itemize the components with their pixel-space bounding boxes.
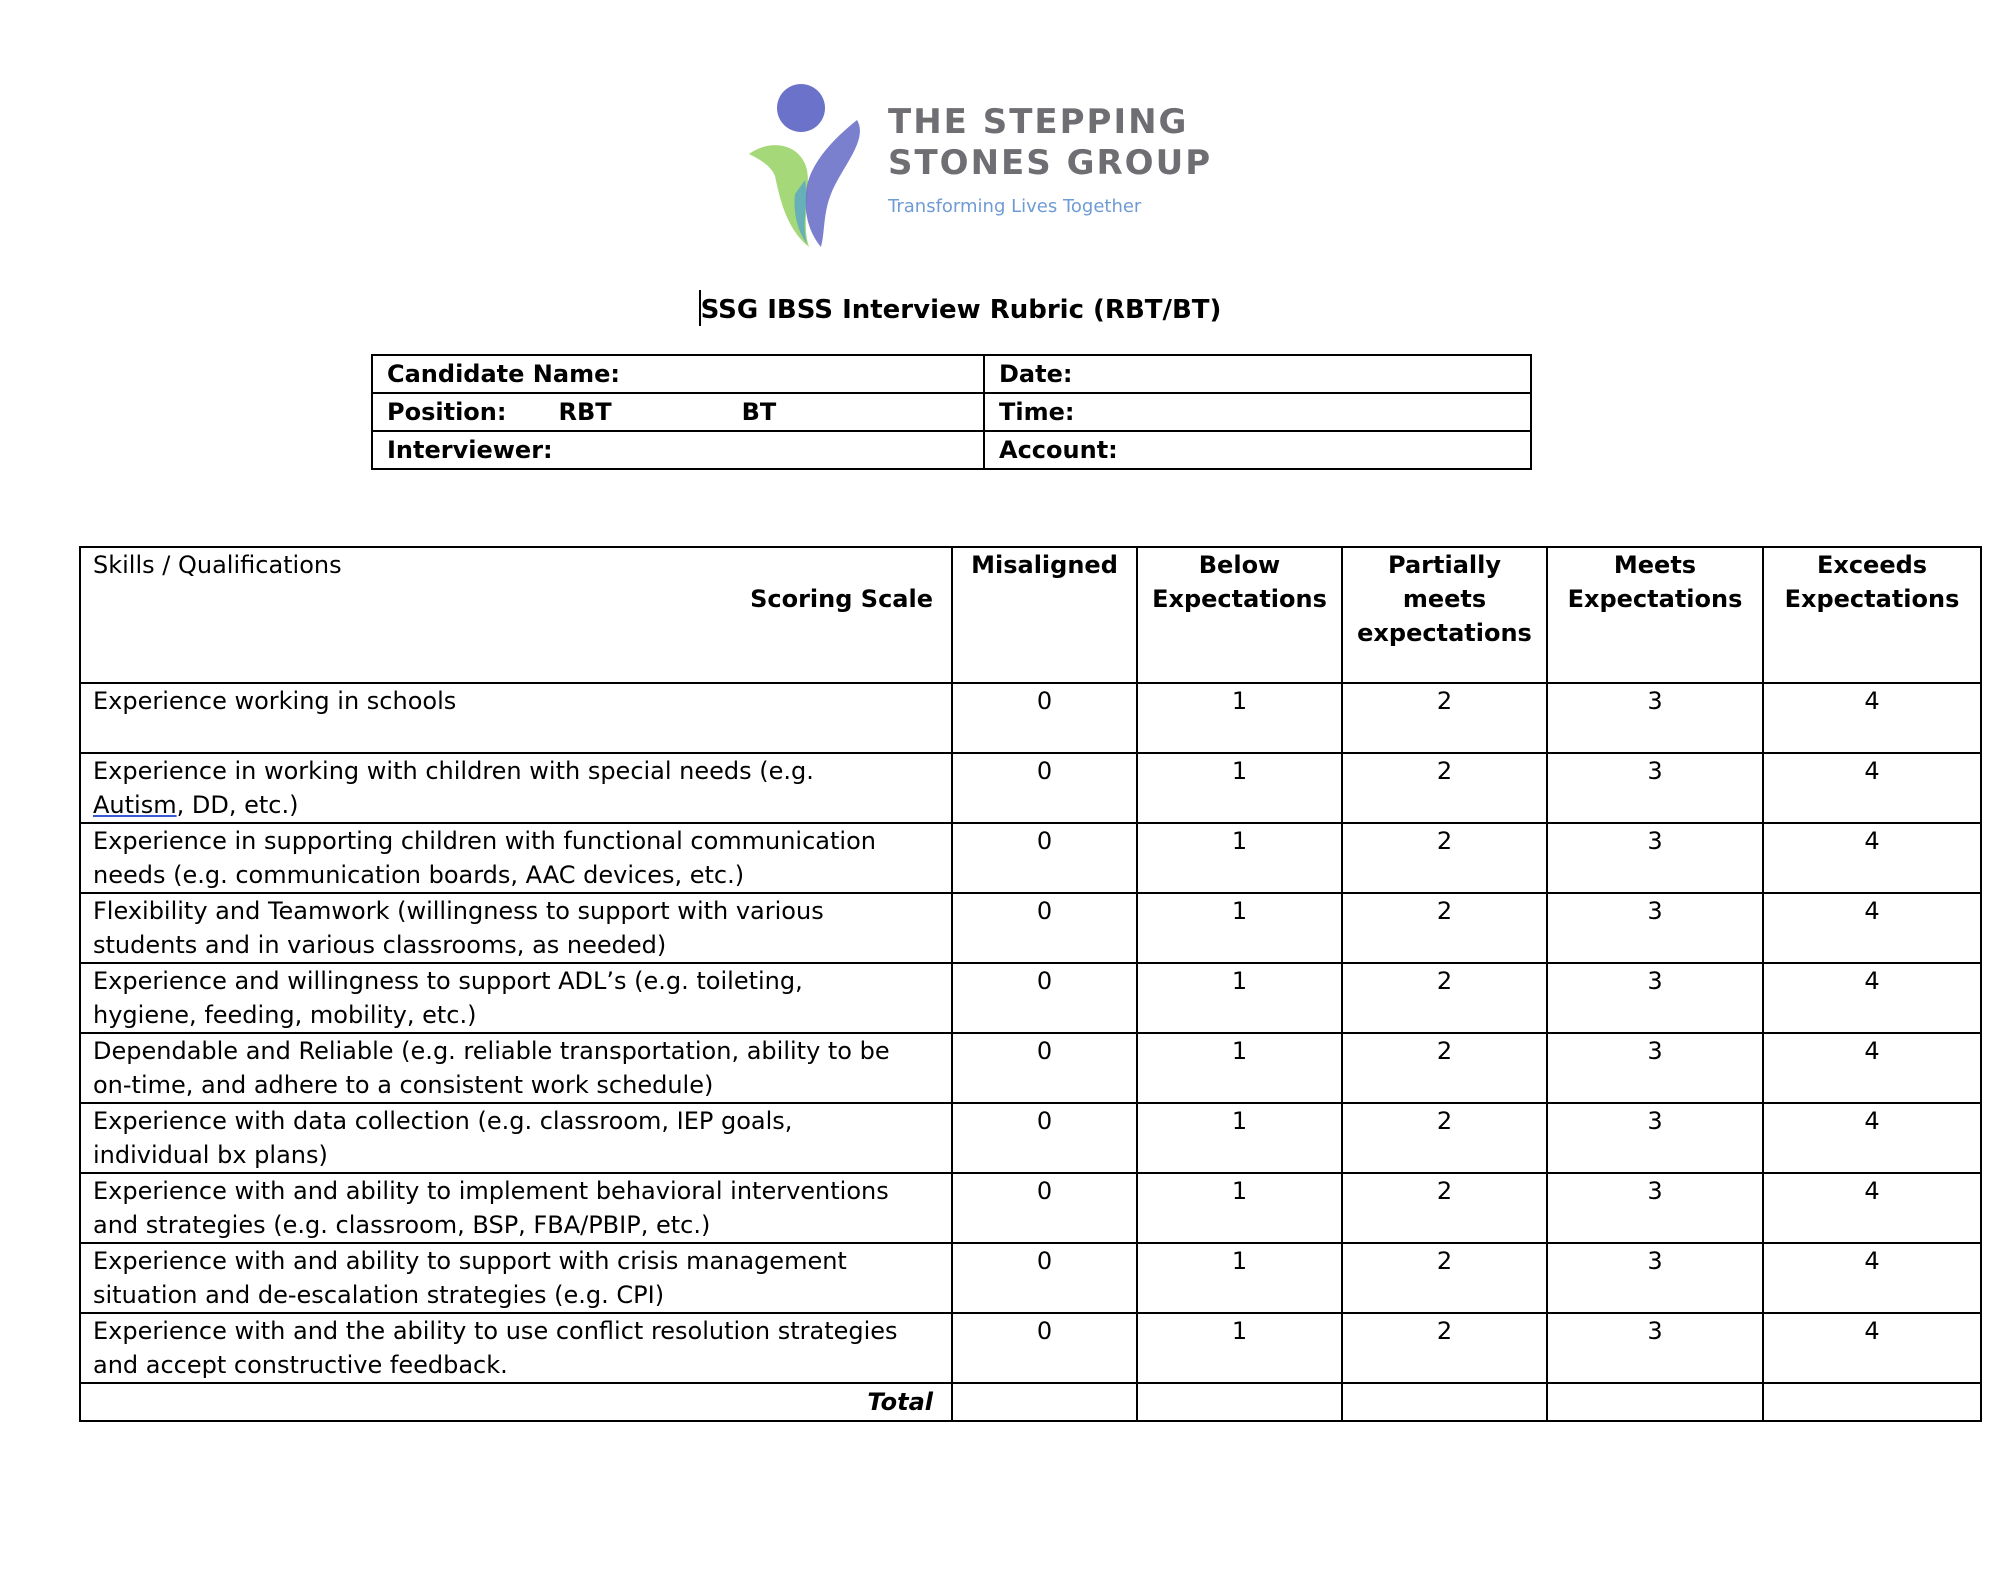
interviewer-label: Interviewer:	[387, 436, 553, 464]
skill-text-line	[93, 1138, 939, 1172]
skill-cell	[80, 1033, 952, 1103]
rubric-row	[80, 1033, 1981, 1103]
skill-text: , DD, etc.)	[176, 791, 299, 819]
score-cell-exceeds[interactable]: 4	[1763, 753, 1981, 823]
rubric-row	[80, 1173, 1981, 1243]
skills-header: Skills / Qualifications	[93, 551, 342, 579]
skill-cell	[80, 683, 952, 753]
rubric-row	[80, 963, 1981, 1033]
logo-tagline: Transforming Lives Together	[888, 196, 1142, 217]
skill-text-line: Experience with and ability to support with crisis management	[93, 1247, 847, 1275]
score-cell-below[interactable]: 1	[1137, 1103, 1342, 1173]
candidate-name-label: Candidate Name:	[387, 360, 620, 388]
score-cell-exceeds[interactable]: 4	[1763, 1243, 1981, 1313]
column-header-text: Below	[1198, 551, 1281, 579]
column-header-text: Expectations	[1152, 585, 1327, 613]
skill-text: needs (e.g. communication boards, AAC devices, etc.)	[93, 861, 745, 889]
score-cell-meets[interactable]: 3	[1547, 1243, 1763, 1313]
score-cell-below[interactable]: 1	[1137, 683, 1342, 753]
score-cell-meets[interactable]: 3	[1547, 963, 1763, 1033]
logo-line-1: THE STEPPING	[888, 102, 1189, 142]
skill-text-line	[93, 788, 939, 822]
column-header-text: Expectations	[1567, 585, 1743, 613]
score-cell-exceeds[interactable]: 4	[1763, 1033, 1981, 1103]
candidate-info-table	[371, 354, 1532, 470]
skill-cell	[80, 753, 952, 823]
score-cell-meets[interactable]: 3	[1547, 1173, 1763, 1243]
skill-text-line	[93, 998, 939, 1032]
skill-text-line: Experience with and the ability to use conflict resolution strategies	[93, 1317, 898, 1345]
score-cell-exceeds[interactable]: 4	[1763, 823, 1981, 893]
date-field[interactable]	[984, 355, 1531, 393]
total-row	[80, 1383, 1981, 1421]
info-row	[372, 393, 1531, 431]
account-field[interactable]	[984, 431, 1531, 469]
score-cell-misaligned[interactable]: 0	[952, 1033, 1137, 1103]
column-header-text: expectations	[1357, 619, 1532, 647]
column-header-below	[1137, 547, 1342, 683]
candidate-name-field[interactable]	[372, 355, 984, 393]
company-logo	[745, 82, 1213, 247]
skill-text-line: Experience with and ability to implement behavioral interventions	[93, 1177, 889, 1205]
score-cell-misaligned[interactable]: 0	[952, 1243, 1137, 1313]
skill-text-line	[93, 1068, 939, 1102]
total-label: Total	[80, 1383, 952, 1421]
rubric-row	[80, 1313, 1981, 1383]
skill-cell	[80, 1103, 952, 1173]
skill-text-line: Dependable and Reliable (e.g. reliable transportation, ability to be	[93, 1037, 890, 1065]
score-cell-partially[interactable]: 2	[1342, 823, 1547, 893]
skill-text-line: Experience and willingness to support ADL’s (e.g. toileting,	[93, 967, 803, 995]
score-cell-misaligned[interactable]: 0	[952, 823, 1137, 893]
skill-text-line: Flexibility and Teamwork (willingness to support with various	[93, 897, 824, 925]
skills-header-cell	[80, 547, 952, 683]
score-cell-partially[interactable]: 2	[1342, 963, 1547, 1033]
column-header-text: meets	[1402, 585, 1487, 613]
document-title-text: SSG IBSS Interview Rubric (RBT/BT)	[700, 295, 1222, 325]
skill-cell	[80, 1313, 952, 1383]
skill-text: individual bx plans)	[93, 1141, 328, 1169]
total-cell-below[interactable]	[1137, 1383, 1342, 1421]
time-field[interactable]	[984, 393, 1531, 431]
score-cell-exceeds[interactable]: 4	[1763, 963, 1981, 1033]
position-option-bt[interactable]: BT	[741, 398, 777, 426]
score-cell-partially[interactable]: 2	[1342, 893, 1547, 963]
skill-text: situation and de-escalation strategies (e.g. CPI)	[93, 1281, 665, 1309]
rubric-row	[80, 823, 1981, 893]
document-title[interactable]	[0, 290, 1920, 326]
column-header-text: Misaligned	[971, 551, 1118, 579]
column-header-text: Meets	[1613, 551, 1697, 579]
score-cell-misaligned[interactable]: 0	[952, 893, 1137, 963]
score-cell-below[interactable]: 1	[1137, 1033, 1342, 1103]
skill-cell	[80, 893, 952, 963]
skill-text-line: Experience in working with children with special needs (e.g.	[93, 757, 814, 785]
score-cell-below[interactable]: 1	[1137, 1243, 1342, 1313]
score-cell-exceeds[interactable]: 4	[1763, 893, 1981, 963]
column-header-exceeds	[1763, 547, 1981, 683]
score-cell-partially[interactable]: 2	[1342, 1173, 1547, 1243]
logo-figure-icon	[745, 82, 865, 247]
score-cell-meets[interactable]: 3	[1547, 893, 1763, 963]
skill-text: hygiene, feeding, mobility, etc.)	[93, 1001, 477, 1029]
skill-text-line	[93, 858, 939, 892]
skill-text-line: Experience with data collection (e.g. classroom, IEP goals,	[93, 1107, 793, 1135]
score-cell-partially[interactable]: 2	[1342, 1033, 1547, 1103]
total-cell-exceeds[interactable]	[1763, 1383, 1981, 1421]
total-cell-partially[interactable]	[1342, 1383, 1547, 1421]
skill-cell	[80, 1173, 952, 1243]
score-cell-below[interactable]: 1	[1137, 893, 1342, 963]
position-option-rbt[interactable]: RBT	[558, 398, 612, 426]
score-cell-below[interactable]: 1	[1137, 823, 1342, 893]
rubric-row	[80, 1243, 1981, 1313]
skill-text-line	[93, 1278, 939, 1312]
score-cell-partially[interactable]: 2	[1342, 753, 1547, 823]
rubric-row	[80, 1103, 1981, 1173]
column-header-text: Expectations	[1784, 585, 1960, 613]
score-cell-misaligned[interactable]: 0	[952, 1103, 1137, 1173]
total-cell-misaligned[interactable]	[952, 1383, 1137, 1421]
column-header-text: Partially	[1388, 551, 1501, 579]
score-cell-partially[interactable]: 2	[1342, 683, 1547, 753]
rubric-row	[80, 753, 1981, 823]
skill-text-line: Experience in supporting children with functional communication	[93, 827, 876, 855]
score-cell-partially[interactable]: 2	[1342, 1103, 1547, 1173]
logo-line-2: STONES GROUP	[888, 143, 1213, 183]
column-header-partially	[1342, 547, 1547, 683]
rubric-row	[80, 683, 1981, 753]
info-row	[372, 431, 1531, 469]
total-cell-meets[interactable]	[1547, 1383, 1763, 1421]
position-field[interactable]	[372, 393, 984, 431]
score-cell-meets[interactable]: 3	[1547, 753, 1763, 823]
score-cell-exceeds[interactable]: 4	[1763, 683, 1981, 753]
time-label: Time:	[999, 398, 1075, 426]
skill-text: on-time, and adhere to a consistent work schedule)	[93, 1071, 714, 1099]
skill-cell	[80, 823, 952, 893]
score-cell-meets[interactable]: 3	[1547, 683, 1763, 753]
column-header-text: Exceeds	[1816, 551, 1928, 579]
skill-cell	[80, 963, 952, 1033]
score-cell-partially[interactable]: 2	[1342, 1243, 1547, 1313]
score-cell-meets[interactable]: 3	[1547, 1313, 1763, 1383]
scoring-scale-label: Scoring Scale	[750, 585, 933, 613]
score-cell-partially[interactable]: 2	[1342, 1313, 1547, 1383]
skill-text: and accept constructive feedback.	[93, 1351, 508, 1379]
skill-cell	[80, 1243, 952, 1313]
score-cell-exceeds[interactable]: 4	[1763, 1173, 1981, 1243]
skill-text-line	[93, 1208, 939, 1242]
score-cell-exceeds[interactable]: 4	[1763, 1313, 1981, 1383]
score-cell-meets[interactable]: 3	[1547, 1033, 1763, 1103]
score-cell-below[interactable]: 1	[1137, 1173, 1342, 1243]
score-cell-misaligned[interactable]: 0	[952, 683, 1137, 753]
spelling-flagged-word[interactable]: Autism	[93, 791, 177, 819]
column-header-misaligned	[952, 547, 1137, 683]
score-cell-meets[interactable]: 3	[1547, 1103, 1763, 1173]
rubric-table	[79, 546, 1982, 1422]
skill-text-line: Experience working in schools	[93, 687, 457, 715]
score-cell-misaligned[interactable]: 0	[952, 1313, 1137, 1383]
score-cell-meets[interactable]: 3	[1547, 823, 1763, 893]
position-label: Position:	[387, 398, 507, 426]
skill-text-line	[93, 1348, 939, 1382]
date-label: Date:	[999, 360, 1073, 388]
score-cell-below[interactable]: 1	[1137, 963, 1342, 1033]
skill-text: students and in various classrooms, as needed)	[93, 931, 667, 959]
skill-text: and strategies (e.g. classroom, BSP, FBA/PBIP, etc.)	[93, 1211, 711, 1239]
rubric-row	[80, 893, 1981, 963]
interviewer-field[interactable]	[372, 431, 984, 469]
score-cell-below[interactable]: 1	[1137, 1313, 1342, 1383]
score-cell-misaligned[interactable]: 0	[952, 963, 1137, 1033]
score-cell-below[interactable]: 1	[1137, 753, 1342, 823]
skill-text-line	[93, 928, 939, 962]
info-row	[372, 355, 1531, 393]
column-header-meets	[1547, 547, 1763, 683]
score-cell-exceeds[interactable]: 4	[1763, 1103, 1981, 1173]
rubric-header-row	[80, 547, 1981, 683]
score-cell-misaligned[interactable]: 0	[952, 753, 1137, 823]
account-label: Account:	[999, 436, 1118, 464]
score-cell-misaligned[interactable]: 0	[952, 1173, 1137, 1243]
